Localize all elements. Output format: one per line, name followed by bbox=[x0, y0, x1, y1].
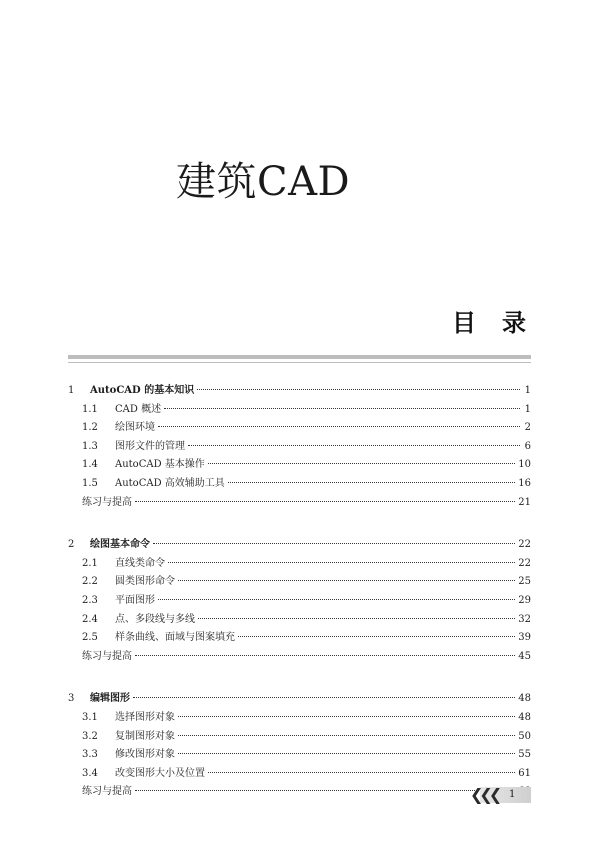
entry-title: CAD 概述 bbox=[115, 403, 162, 415]
entry-number: 1.5 bbox=[82, 477, 98, 489]
book-title: 建筑CAD bbox=[176, 159, 351, 205]
toc-entry-section-2-5[interactable] bbox=[68, 629, 531, 648]
entry-page: 10 bbox=[518, 459, 531, 471]
chevrons-left-icon: ❮❮❮ bbox=[470, 785, 499, 804]
dot-leader bbox=[208, 772, 515, 773]
toc-entry-section-1-5[interactable] bbox=[68, 475, 531, 494]
dot-leader bbox=[168, 562, 515, 563]
dot-leader bbox=[153, 543, 515, 544]
entry-title: 直线类命令 bbox=[115, 557, 165, 569]
entry-number: 1.1 bbox=[82, 403, 98, 415]
entry-number: 1.2 bbox=[82, 422, 98, 434]
toc-entry-chapter-1[interactable] bbox=[68, 382, 531, 401]
entry-number: 2.4 bbox=[82, 613, 98, 625]
entry-title: 练习与提高 bbox=[82, 786, 132, 798]
toc-entry-section-3-3[interactable] bbox=[68, 746, 531, 765]
entry-number: 1.4 bbox=[82, 459, 98, 471]
entry-page: 22 bbox=[518, 539, 531, 551]
toc-entry-section-3-2[interactable] bbox=[68, 728, 531, 747]
entry-page: 2 bbox=[524, 422, 531, 434]
toc-entry-section-2-4[interactable] bbox=[68, 611, 531, 630]
toc-entry-section-3-1[interactable] bbox=[68, 709, 531, 728]
toc-entry-section-1-2[interactable] bbox=[68, 419, 531, 438]
dot-leader bbox=[135, 790, 515, 791]
entry-title: AutoCAD 基本操作 bbox=[115, 459, 205, 471]
dot-leader bbox=[238, 636, 515, 637]
entry-title: 改变图形大小及位置 bbox=[115, 767, 205, 779]
dot-leader bbox=[178, 753, 515, 754]
entry-number: 3.2 bbox=[82, 730, 98, 742]
toc-chapter-2 bbox=[68, 536, 531, 666]
entry-title: AutoCAD 的基本知识 bbox=[90, 385, 195, 396]
entry-number: 3.3 bbox=[82, 749, 98, 761]
toc-entry-section-1-1[interactable] bbox=[68, 401, 531, 420]
entry-title: 平面图形 bbox=[115, 594, 155, 606]
dot-leader bbox=[228, 482, 515, 483]
entry-number: 2.5 bbox=[82, 632, 98, 644]
toc-chapter-3 bbox=[68, 690, 531, 802]
entry-number: 2 bbox=[68, 539, 75, 551]
entry-title: 编辑图形 bbox=[90, 693, 130, 705]
toc-entry-practice-1[interactable] bbox=[68, 494, 531, 513]
entry-number: 2.1 bbox=[82, 557, 98, 569]
toc-entry-section-3-4[interactable] bbox=[68, 765, 531, 784]
toc-entry-practice-3[interactable] bbox=[68, 783, 531, 802]
entry-title: 选择图形对象 bbox=[115, 711, 175, 723]
entry-page: 6 bbox=[524, 440, 531, 452]
entry-title: AutoCAD 高效辅助工具 bbox=[115, 477, 225, 489]
entry-page: 1 bbox=[524, 403, 531, 415]
entry-title: 样条曲线、面域与图案填充 bbox=[115, 632, 235, 644]
entry-number: 2.2 bbox=[82, 576, 98, 588]
entry-title: 绘图基本命令 bbox=[90, 539, 150, 551]
entry-number: 3.4 bbox=[82, 767, 98, 779]
toc-entry-section-2-1[interactable] bbox=[68, 555, 531, 574]
page-number: 1 bbox=[509, 789, 516, 800]
table-of-contents bbox=[68, 382, 531, 826]
toc-entry-chapter-3[interactable] bbox=[68, 690, 531, 709]
entry-page: 1 bbox=[524, 385, 531, 396]
dot-leader bbox=[135, 655, 515, 656]
dot-leader bbox=[158, 426, 520, 427]
toc-chapter-1 bbox=[68, 382, 531, 512]
entry-page: 39 bbox=[518, 632, 531, 644]
entry-title: 练习与提高 bbox=[82, 650, 132, 662]
dot-leader bbox=[178, 580, 515, 581]
toc-entry-section-2-2[interactable] bbox=[68, 573, 531, 592]
entry-page: 25 bbox=[518, 576, 531, 588]
entry-title: 圆类图形命令 bbox=[115, 576, 175, 588]
toc-entry-practice-2[interactable] bbox=[68, 648, 531, 667]
entry-page: 55 bbox=[518, 749, 531, 761]
entry-title: 练习与提高 bbox=[82, 496, 132, 508]
entry-title: 复制图形对象 bbox=[115, 730, 175, 742]
dot-leader bbox=[197, 389, 520, 390]
entry-number: 1 bbox=[68, 385, 75, 396]
dot-leader bbox=[188, 445, 520, 446]
toc-entry-section-1-4[interactable] bbox=[68, 456, 531, 475]
entry-page: 50 bbox=[518, 730, 531, 742]
heading-rule-thin bbox=[68, 362, 531, 363]
entry-title: 点、多段线与多线 bbox=[115, 613, 195, 625]
dot-leader bbox=[158, 599, 515, 600]
dot-leader bbox=[198, 618, 515, 619]
entry-page: 29 bbox=[518, 594, 531, 606]
dot-leader bbox=[164, 408, 520, 409]
entry-page: 16 bbox=[518, 477, 531, 489]
dot-leader bbox=[178, 716, 515, 717]
toc-entry-section-2-3[interactable] bbox=[68, 592, 531, 611]
entry-number: 3 bbox=[68, 693, 75, 705]
toc-entry-section-1-3[interactable] bbox=[68, 438, 531, 457]
dot-leader bbox=[133, 697, 515, 698]
entry-page: 32 bbox=[518, 613, 531, 625]
entry-page: 61 bbox=[518, 767, 531, 779]
toc-heading: 目录 bbox=[452, 309, 552, 337]
toc-entry-chapter-2[interactable] bbox=[68, 536, 531, 555]
entry-number: 2.3 bbox=[82, 594, 98, 606]
entry-page: 45 bbox=[518, 650, 531, 662]
entry-title: 绘图环境 bbox=[115, 422, 155, 434]
entry-number: 1.3 bbox=[82, 440, 98, 452]
heading-rule-thick bbox=[68, 355, 531, 359]
entry-page: 22 bbox=[518, 557, 531, 569]
entry-number: 3.1 bbox=[82, 711, 98, 723]
entry-page: 48 bbox=[518, 711, 531, 723]
dot-leader bbox=[178, 735, 515, 736]
entry-page: 48 bbox=[518, 693, 531, 705]
entry-page: 21 bbox=[518, 496, 531, 508]
entry-title: 图形文件的管理 bbox=[115, 440, 185, 452]
dot-leader bbox=[135, 501, 515, 502]
entry-title: 修改图形对象 bbox=[115, 749, 175, 761]
dot-leader bbox=[208, 463, 515, 464]
